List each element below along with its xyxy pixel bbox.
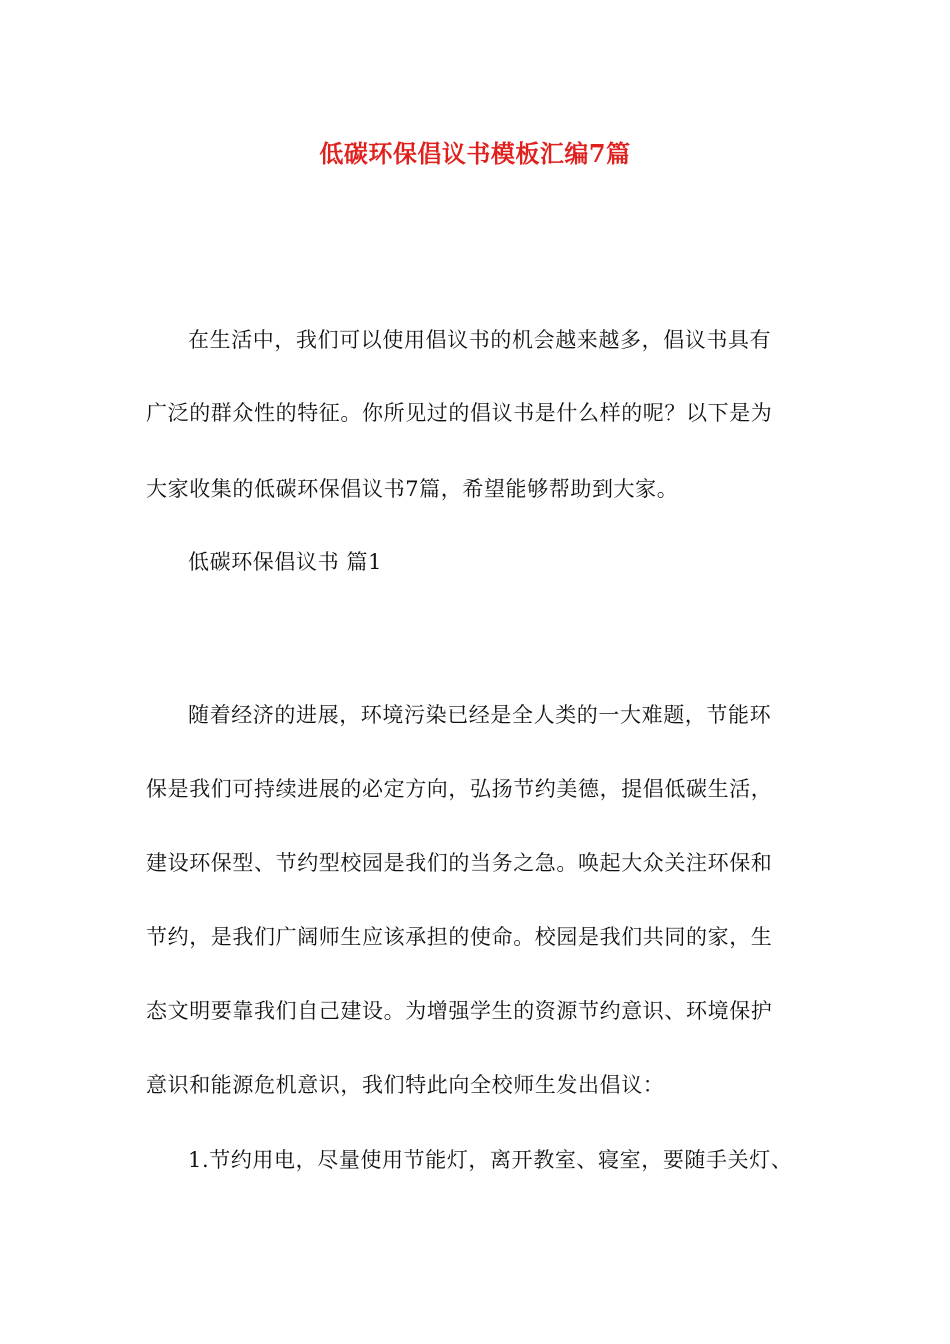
list-item-1: 1.节约用电，尽量使用节能灯，离开教室、寝室，要随手关灯、 [188,1148,793,1172]
document-title: 低碳环保倡议书模板汇编7篇 [319,139,631,168]
intro-line-1: 在生活中，我们可以使用倡议书的机会越来越多，倡议书具有 [188,328,772,352]
body-line-3: 建设环保型、节约型校园是我们的当务之急。唤起大众关注环保和 [146,851,773,875]
body-line-2: 保是我们可持续进展的必定方向，弘扬节约美德，提倡低碳生活， [146,777,773,801]
body-line-6: 意识和能源危机意识，我们特此向全校师生发出倡议： [146,1073,665,1097]
intro-line-3: 大家收集的低碳环保倡议书7篇，希望能够帮助到大家。 [146,477,679,501]
section-heading: 低碳环保倡议书 篇1 [188,550,383,574]
body-line-4: 节约，是我们广阔师生应该承担的使命。校园是我们共同的家，生 [146,925,773,949]
body-line-1: 随着经济的进展，环境污染已经是全人类的一大难题，节能环 [188,703,772,727]
intro-line-2: 广泛的群众性的特征。你所见过的倡议书是什么样的呢？以下是为 [146,401,773,425]
body-line-5: 态文明要靠我们自己建设。为增强学生的资源节约意识、环境保护 [146,999,773,1023]
